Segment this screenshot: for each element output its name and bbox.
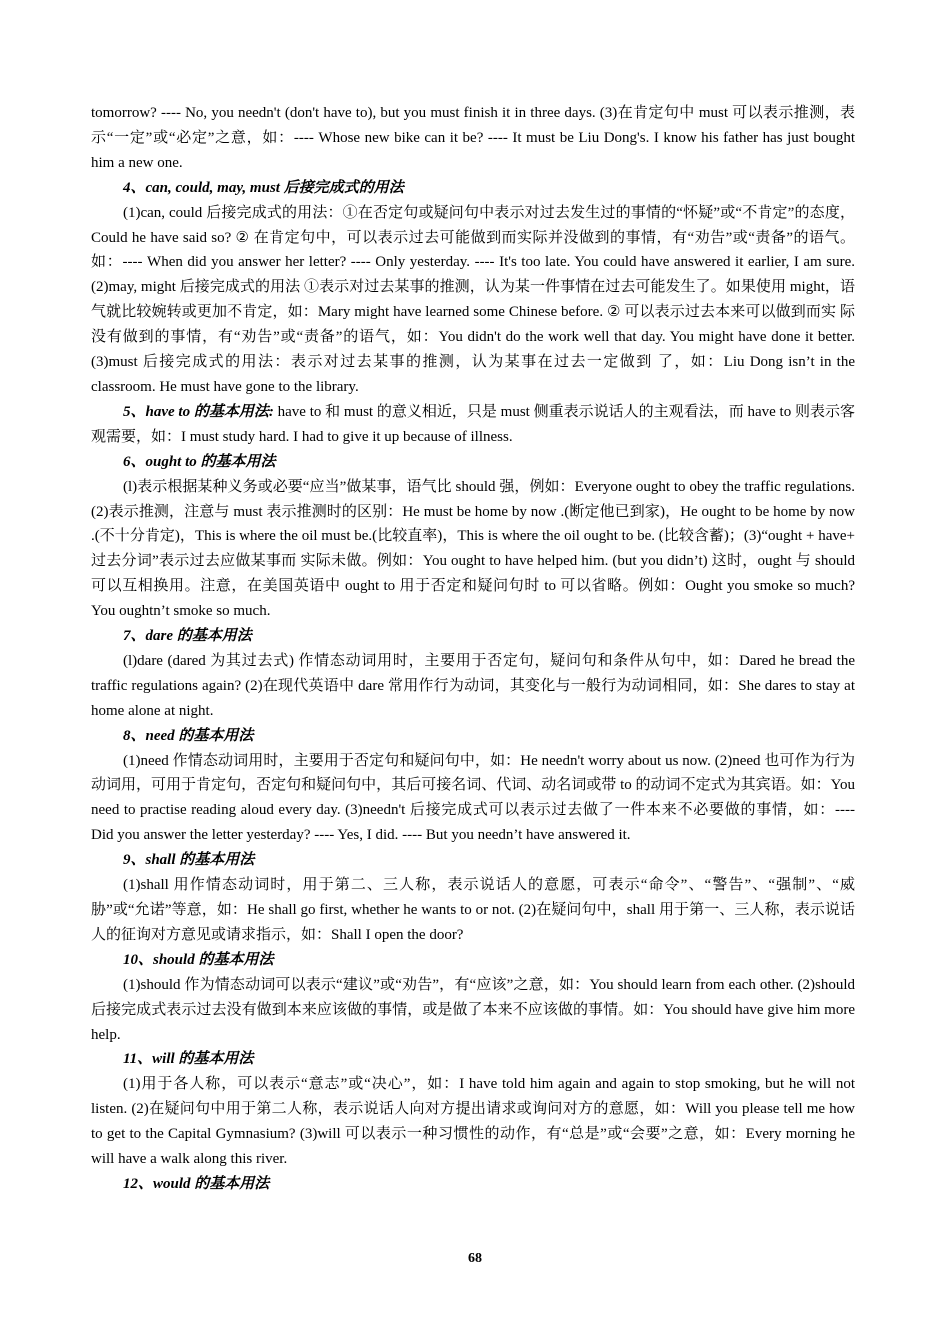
section-7-heading: 7、dare 的基本用法 <box>123 628 252 645</box>
section-5-paragraph <box>91 400 855 450</box>
section-9-text: (1)shall 用作情态动词时，用于第二、三人称，表示说话人的意愿，可表示“命令”、“警告”、“强制”、“威胁”或“允诺”等意，如：He shall go first, whether he wants to or not. (2)在疑问句中，shall 用于第一、三人称，表示说话人的征询对方意见或请求指示，如：Shall I open the door? <box>91 877 855 943</box>
section-8-text: (1)need 作情态动词用时，主要用于否定句和疑问句中，如：He needn't worry about us now. (2)need 也可作为行为动词用，可用于肯定句，否定句和疑问句中，其后可接名词、代词、动名词或带 to 的动词不定式为其宾语。如：You need to practise reading aloud every day. (3)needn't 后接完成式可以表示过去做了一件本来不必要做的事情，如：---- Did you answer the letter yesterday? ---- Yes, I did. ---- But you needn’t have answered it. <box>91 752 855 844</box>
section-6-heading: 6、ought to 的基本用法 <box>123 453 276 470</box>
section-7-text: (l)dare (dared 为其过去式) 作情态动词用时，主要用于否定句，疑问句和条件从句中，如：Dared he bread the traffic regulations again? (2)在现代英语中 dare 常用作行为动词，其变化与一般行为动词相同，如：She dares to stay at home alone at night. <box>91 652 855 719</box>
page-number: 68 <box>468 1251 482 1266</box>
section-12-heading: 12、would 的基本用法 <box>123 1175 270 1192</box>
section-10-heading: 10、should 的基本用法 <box>123 951 274 968</box>
section-5-text: have to 和 must 的意义相近，只是 must 侧重表示说话人的主观看法，而 have to 则表示客观需要，如：I must study hard. I had to give it up because of illness. <box>91 403 855 445</box>
intro-paragraph: tomorrow? ---- No, you needn't (don't have to), but you must finish it in three days. (3)在肯定句中 must 可以表示推测，表示“一定”或“必定”之意，如：---- Whose new bike can it be? ---- It must be Liu Dong's. I know his father has just bought him a new one. <box>91 105 855 171</box>
section-9-heading: 9、shall 的基本用法 <box>123 852 255 869</box>
section-11-text: (1)用于各人称，可以表示“意志”或“决心”，如：I have told him again and again to stop smoking, but he will not listen. (2)在疑问句中用于第二人称，表示说话人向对方提出请求或询问对方的意愿，如：Will you please tell me how to get to the Capital Gymnasium? (3)will 可以表示一种习惯性的动作，有“总是”或“会要”之意，如：Every morning he will have a walk along this river. <box>91 1076 855 1168</box>
section-8-heading: 8、need 的基本用法 <box>123 727 254 744</box>
section-4-text: (1)can, could 后接完成式的用法：①在否定句或疑问句中表示对过去发生过的事情的“怀疑”或“不肯定”的态度，Could he have said so? ② 在肯定句中，可以表示过去可能做到而实际并没做到的事情，有“劝告”或“责备”的语气。如：---- When did you answer her letter? ---- Only yesterday. ---- It's too late. You could have answered it earlier, I am sure. (2)may, might 后接完成式的用法 ①表示对过去某事的推测，认为某一件事情在过去可能发生了。如果使用 might，语气就比较婉转或更加不肯定，如：Mary might have learned some Chinese before. ② 可以表示过去本来可以做到而实 际没有做到的事情，有“劝告”或“责备”的语气，如：You didn't do the work well that day. You might have done it better. (3)must 后接完成式的用法：表示对过去某事的推测，认为某事在过去一定做到 了，如：Liu Dong isn’t in the classroom. He must have gone to the library. <box>91 204 855 395</box>
section-6-text: (l)表示根据某种义务或必要“应当”做某事，语气比 should 强，例如：Everyone ought to obey the traffic regulations. (2)表示推测，注意与 must 表示推测时的区别：He must be home by now .(断定他已到家)，He ought to be home by now .(不十分肯定)，This is where the oil must be.(比较直率)，This is where the oil ought to be. (比较含蓄)；(3)“ought + have+ 过去分词”表示过去应做某事而 实际未做。例如：You ought to have helped him. (but you didn’t) 这时，ought 与 should 可以互相换用。注意，在美国英语中 ought to 用于否定和疑问句时 to 可以省略。例如：Ought you smoke so much? You oughtn’t smoke so much. <box>91 478 855 620</box>
section-5-heading: 5、have to 的基本用法: <box>123 403 274 420</box>
section-4-heading: 4、can, could, may, must 后接完成式的用法 <box>123 179 404 196</box>
document-body <box>91 101 855 1197</box>
section-11-heading: 11、will 的基本用法 <box>123 1051 254 1068</box>
section-10-text: (1)should 作为情态动词可以表示“建议”或“劝告”，有“应该”之意，如：You should learn from each other. (2)should 后接完成式表示过去没有做到本来应该做的事情，或是做了本来不应该做的事情。如：You should have give him more help. <box>91 976 855 1043</box>
